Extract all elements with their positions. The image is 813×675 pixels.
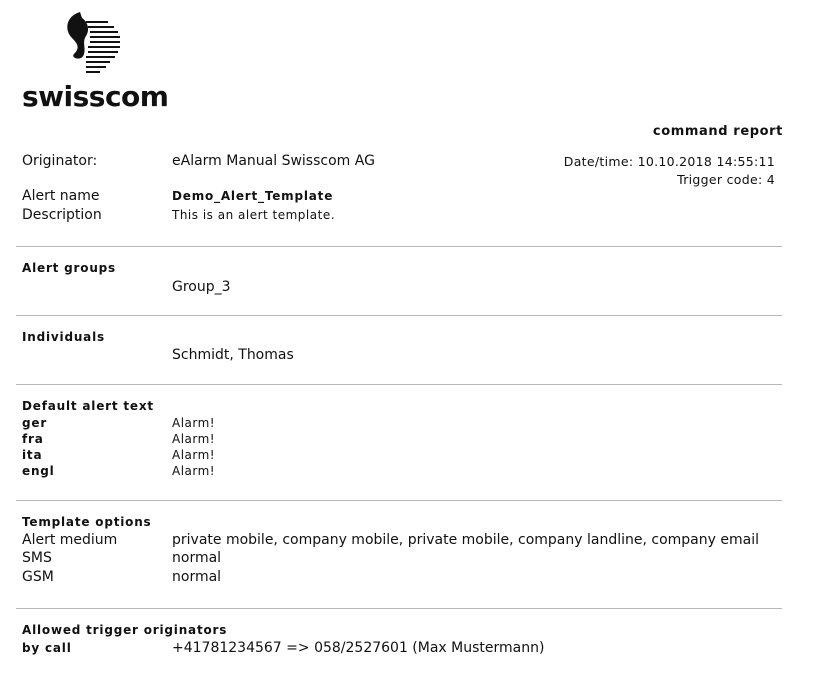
alert-text-value: Alarm!	[172, 416, 216, 430]
alert-text-value: Alarm!	[172, 432, 216, 446]
divider	[16, 608, 782, 609]
language-label: ita	[22, 448, 43, 462]
originator-value: eAlarm Manual Swisscom AG	[172, 153, 375, 169]
originator-label: Originator:	[22, 153, 98, 169]
option-value: private mobile, company mobile, private mobile, company landline, company email	[172, 532, 759, 548]
trigger-code: Trigger code: 4	[677, 172, 775, 187]
description-label: Description	[22, 207, 102, 223]
option-label: GSM	[22, 569, 54, 585]
report-title: command report	[652, 124, 783, 139]
allowed-trigger-originators-heading: Allowed trigger originators	[22, 623, 228, 637]
option-value: normal	[172, 569, 222, 585]
divider	[16, 315, 782, 316]
option-value: normal	[172, 550, 222, 566]
individuals-heading: Individuals	[22, 330, 105, 344]
divider	[16, 384, 782, 385]
language-label: engl	[22, 464, 55, 478]
swisscom-logo-icon	[60, 8, 126, 84]
datetime: Date/time: 10.10.2018 14:55:11	[563, 154, 775, 169]
alert-name-value: Demo_Alert_Template	[172, 189, 334, 203]
alert-text-value: Alarm!	[172, 448, 216, 462]
option-label: Alert medium	[22, 532, 118, 548]
language-label: ger	[22, 416, 48, 430]
alert-group-item: Group_3	[172, 279, 231, 295]
option-label: SMS	[22, 550, 52, 566]
trigger-originator-value: +41781234567 => 058/2527601 (Max Mustermann)	[172, 640, 545, 656]
language-label: fra	[22, 432, 44, 446]
alert-name-label: Alert name	[22, 188, 100, 204]
divider	[16, 246, 782, 247]
default-alert-text-heading: Default alert text	[22, 399, 154, 413]
alert-groups-heading: Alert groups	[22, 261, 116, 275]
alert-text-value: Alarm!	[172, 464, 216, 478]
trigger-method-label: by call	[22, 641, 72, 655]
template-options-heading: Template options	[22, 515, 152, 529]
individual-item: Schmidt, Thomas	[172, 347, 294, 363]
divider	[16, 500, 782, 501]
description-value: This is an alert template.	[172, 208, 336, 222]
brand-wordmark: swisscom	[22, 80, 169, 113]
